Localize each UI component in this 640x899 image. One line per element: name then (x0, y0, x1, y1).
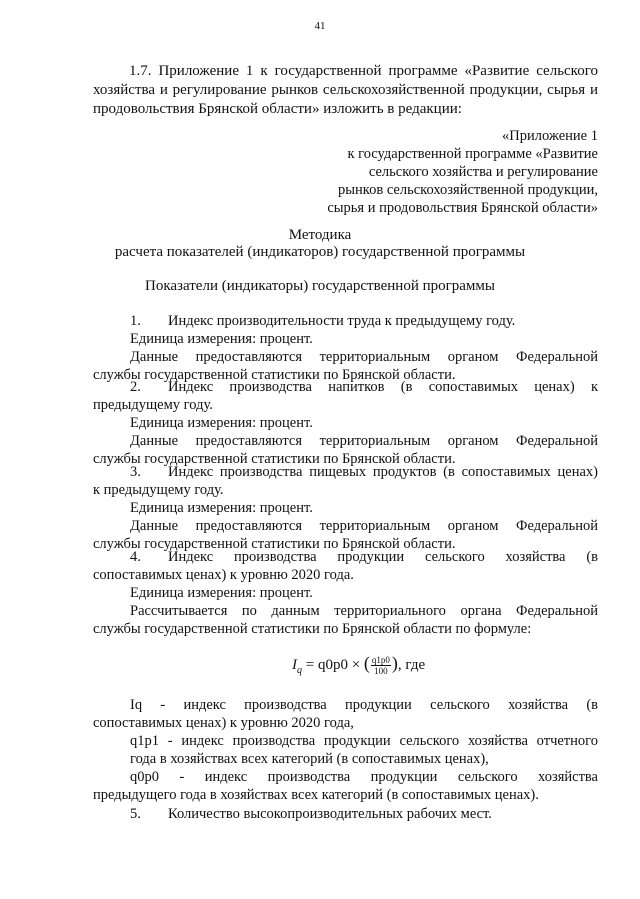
indicator-5 (93, 805, 598, 823)
item-unit: Единица измерения: процент. (130, 500, 313, 516)
definition-line: сопоставимых ценах) к уровню 2020 года, (93, 715, 354, 731)
item-number: 4. (130, 549, 141, 565)
item-title: Индекс производства продукции сельского хозяйства (в (168, 549, 598, 565)
method-title: Методика (288, 227, 352, 243)
formula-close-paren: ) (391, 653, 398, 673)
formula-denominator: 100 (374, 666, 388, 677)
item-number: 5. (130, 806, 141, 822)
intro-text: 1.7. Приложение 1 к государственной программе «Развитие сельского хозяйства и регулирование рынков сельскохозяйственной продукции, сырья и продовольствия Брянской области» изложить в редакции: (93, 63, 598, 117)
definition-line: q1p1 - индекс производства продукции сельского хозяйства отчетного (130, 733, 598, 749)
item-title-cont: к предыдущему году. (93, 482, 224, 498)
definition-line: года в хозяйствах всех категорий (в сопоставимых ценах), (130, 751, 489, 767)
appendix-line: сырья и продовольствия Брянской области» (327, 200, 598, 216)
item-calc-line: службы государственной статистики по Брянской области по формуле: (93, 621, 532, 637)
indicator-2 (93, 378, 598, 468)
formula-lhs: I (292, 657, 297, 673)
formula-fraction (371, 655, 391, 676)
indicator-4 (93, 548, 598, 638)
formula-numerator: q1p0 (371, 655, 390, 666)
item-title-cont: сопоставимых ценах) к уровню 2020 года. (93, 567, 354, 583)
item-unit: Единица измерения: процент. (130, 585, 313, 601)
formula-lhs-sub: q (297, 665, 302, 676)
item-source-line: Данные предоставляются территориальным органом Федеральной (130, 349, 598, 365)
appendix-header (327, 127, 598, 217)
item-unit: Единица измерения: процент. (130, 331, 313, 347)
definition-line: предыдущего года в хозяйствах всех категорий (в сопоставимых ценах). (93, 787, 539, 803)
intro-paragraph (93, 62, 598, 119)
item-title: Индекс производства пищевых продуктов (в сопоставимых ценах) (168, 464, 598, 480)
item-source-line: Данные предоставляются территориальным органом Федеральной (130, 518, 598, 534)
item-source-line: Данные предоставляются территориальным органом Федеральной (130, 433, 598, 449)
item-source-line: службы государственной статистики по Брянской области. (93, 367, 456, 383)
method-subtitle: расчета показателей (индикаторов) государственной программы (114, 244, 526, 260)
item-title-cont: предыдущему году. (93, 397, 213, 413)
formula-tail: , где (397, 657, 426, 673)
definition-line: Iq - индекс производства продукции сельского хозяйства (в (130, 697, 598, 713)
formula-eq: = q0p0 × (302, 657, 364, 673)
appendix-line: к государственной программе «Развитие (347, 146, 598, 162)
item-title: Количество высокопроизводительных рабочих мест. (168, 806, 492, 822)
appendix-line: «Приложение 1 (502, 128, 598, 144)
item-title: Индекс производительности труда к предыдущему году. (168, 313, 516, 329)
formula (292, 648, 425, 678)
item-number: 2. (130, 379, 141, 395)
definitions (93, 696, 598, 804)
appendix-line: рынков сельскохозяйственной продукции, (338, 182, 598, 198)
formula-open-paren: ( (363, 653, 370, 673)
indicator-3 (93, 463, 598, 553)
section-title: Показатели (индикаторы) государственной программы (145, 278, 495, 294)
item-calc-line: Рассчитывается по данным территориального органа Федеральной (130, 603, 598, 619)
item-number: 3. (130, 464, 141, 480)
page-number: 41 (314, 20, 326, 32)
item-number: 1. (130, 313, 141, 329)
item-source-line: службы государственной статистики по Брянской области. (93, 451, 456, 467)
item-unit: Единица измерения: процент. (130, 415, 313, 431)
appendix-line: сельского хозяйства и регулирование (368, 164, 598, 180)
definition-line: q0p0 - индекс производства продукции сельского хозяйства (130, 769, 598, 785)
indicator-1 (93, 312, 598, 384)
item-source-line: службы государственной статистики по Брянской области. (93, 536, 456, 552)
item-title: Индекс производства напитков (в сопоставимых ценах) к (168, 379, 598, 395)
